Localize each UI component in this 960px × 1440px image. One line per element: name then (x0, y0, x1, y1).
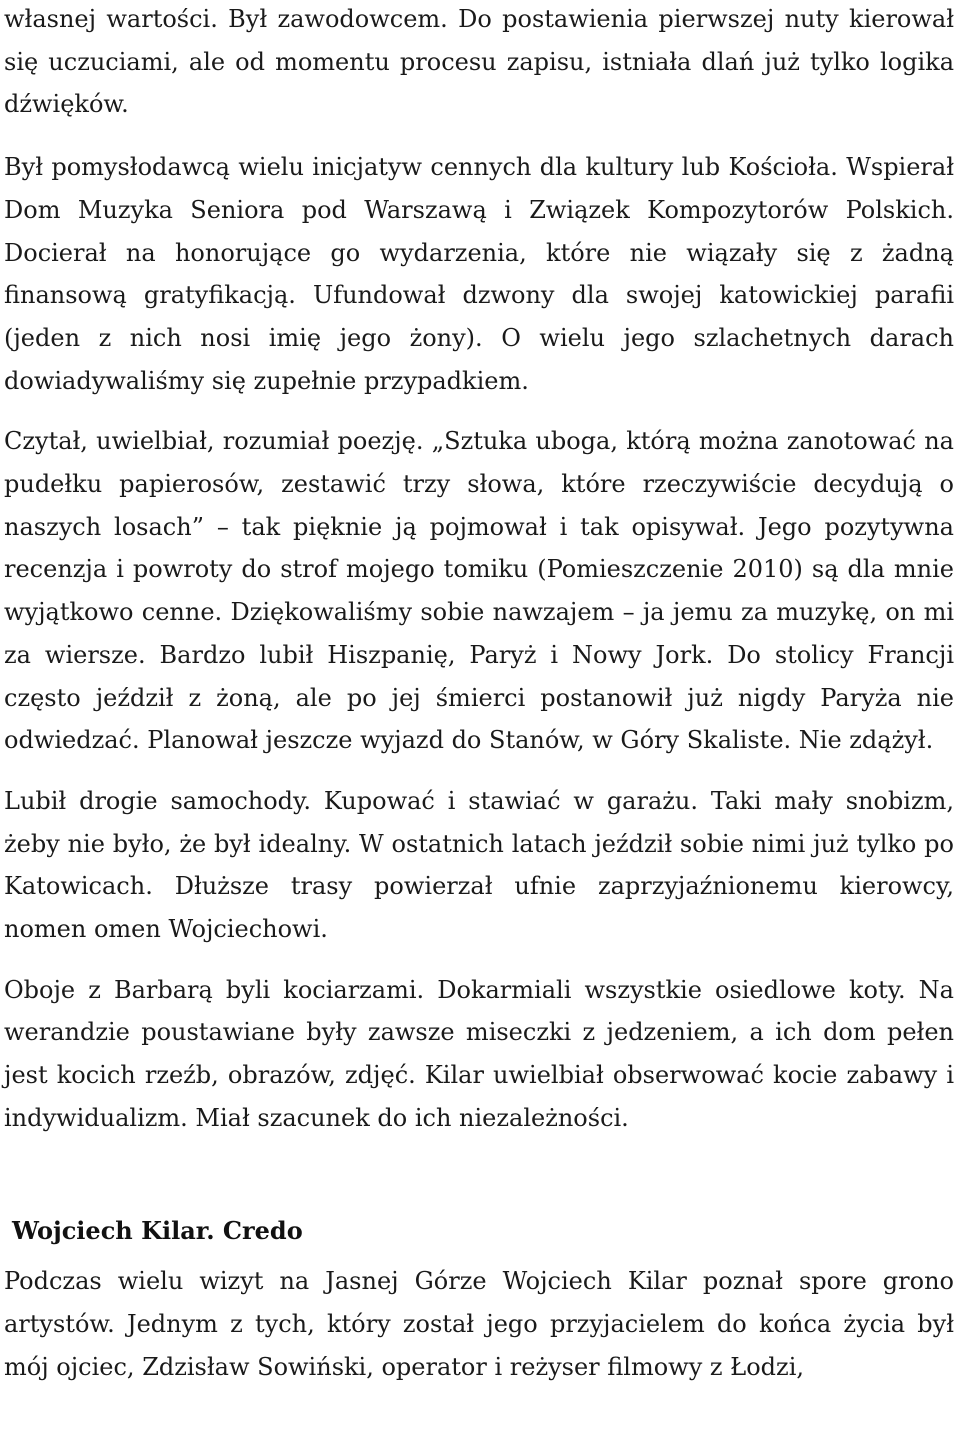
paragraph-spacer (4, 126, 954, 146)
section-heading: Wojciech Kilar. Credo (12, 1215, 303, 1245)
heading-spacer (4, 1252, 954, 1260)
paragraph-1: własnej wartości. Był zawodowcem. Do postawienia pierwszej nuty kierował się uczuciami, ale od momentu procesu zapisu, istniała dlań już tylko logika dźwięków. (4, 5, 954, 119)
paragraph-spacer (4, 762, 954, 780)
paragraph-spacer (4, 951, 954, 969)
section-spacer (4, 1140, 954, 1210)
section-paragraph: Podczas wielu wizyt na Jasnej Górze Wojciech Kilar poznał spore grono artystów. Jednym z tych, który został jego przyjacielem do końca życia był mój ojciec, Zdzisław Sowiński, operator i reżyser filmowy z Łodzi, (4, 1267, 954, 1381)
paragraph-spacer (4, 402, 954, 420)
paragraph-3: Czytał, uwielbiał, rozumiał poezję. „Sztuka uboga, którą można zanotować na pudełku papierosów, zestawić trzy słowa, które rzeczywiście decydują o naszych losach” – tak pięknie ją pojmował i tak opisywał. Jego pozytywna recenzja i powroty do strof mojego tomiku (Pomieszczenie 2010) są dla mnie wyjątkowo cenne. Dziękowaliśmy sobie nawzajem – ja jemu za muzykę, on mi za wiersze. Bardzo lubił Hiszpanię, Paryż i Nowy Jork. Do stolicy Francji często jeździł z żoną, ale po jej śmierci postanowił już nigdy Paryża nie odwiedzać. Planował jeszcze wyjazd do Stanów, w Góry Skaliste. Nie zdążył. (4, 427, 954, 755)
paragraph-2: Był pomysłodawcą wielu inicjatyw cennych dla kultury lub Kościoła. Wspierał Dom Muzyka Seniora pod Warszawą i Związek Kompozytorów Polskich. Docierał na honorujące go wydarzenia, które nie wiązały się z żadną finansową gratyfikacją. Ufundował dzwony dla swojej katowickiej parafii (jeden z nich nosi imię jego żony). O wielu jego szlachetnych darach dowiadywaliśmy się zupełnie przypadkiem. (4, 153, 954, 395)
paragraph-4: Lubił drogie samochody. Kupować i stawiać w garażu. Taki mały snobizm, żeby nie było, że był idealny. W ostatnich latach jeździł sobie nimi już tylko po Katowicach. Dłuższe trasy powierzał ufnie zaprzyjaźnionemu kierowcy, nomen omen Wojciechowi. (4, 786, 954, 944)
paragraph-5: Oboje z Barbarą byli kociarzami. Dokarmiali wszystkie osiedlowe koty. Na werandzie poustawiane były zawsze miseczki z jedzeniem, a ich dom pełen jest kocich rzeźb, obrazów, zdjęć. Kilar uwielbiał obserwować kocie zabawy i indywidualizm. Miał szacunek do ich niezależności. (4, 975, 954, 1132)
